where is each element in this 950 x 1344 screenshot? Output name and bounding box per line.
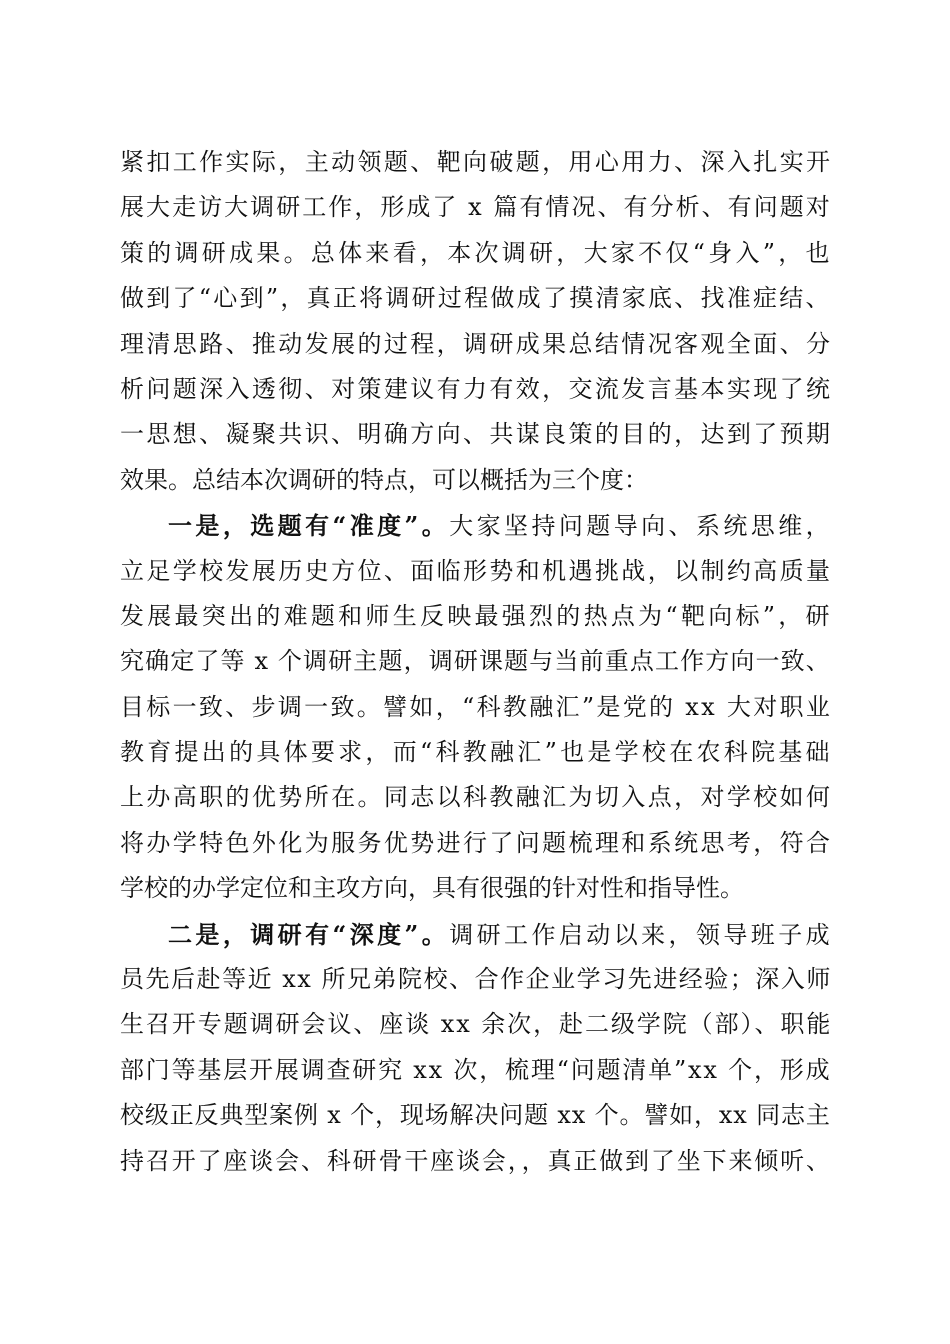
- text-line: [120, 594, 833, 639]
- text-line: [120, 1048, 830, 1093]
- line-text: [168, 503, 833, 548]
- text-line: [120, 957, 830, 1002]
- text-line: [120, 549, 833, 594]
- line-text: 策的调研成果。总体来看，本次调研，大家不仅“身入”，也: [120, 238, 833, 267]
- line-text: 员先后赴等近 xx 所兄弟院校、合作企业学习先进经验；深入师: [120, 965, 832, 994]
- text-line: [120, 367, 833, 412]
- line-text: 上办高职的优势所在。同志以科教融汇为切入点，对学校如何: [120, 783, 833, 812]
- text-line: [120, 866, 830, 911]
- line-text: 发展最突出的难题和师生反映最强烈的热点为“靶向标”，研: [120, 601, 833, 630]
- text-line: [120, 458, 830, 503]
- line-text: 学校的办学定位和主攻方向，具有很强的针对性和指导性。: [120, 874, 744, 903]
- line-text: 部门等基层开展调查研究 xx 次，梳理“问题清单”xx 个，形成: [120, 1055, 832, 1084]
- text-line: [120, 730, 833, 775]
- line-text: 紧扣工作实际，主动领题、靶向破题，用心用力、深入扎实开: [120, 148, 833, 176]
- text-line: [120, 185, 830, 230]
- paragraph-first-line: [120, 912, 834, 957]
- line-text: 立足学校发展历史方位、面临形势和机遇挑战，以制约高质量: [120, 556, 833, 585]
- paragraph-first-line: [120, 503, 834, 548]
- line-rest: 调研工作启动以来，领导班子成: [449, 920, 834, 949]
- line-text: 教育提出的具体要求，而“科教融汇”也是学校在农科院基础: [120, 738, 833, 767]
- text-line: [120, 412, 833, 457]
- line-text: [168, 912, 833, 957]
- line-text: 理清思路、推动发展的过程，调研成果总结情况客观全面、分: [120, 329, 833, 358]
- paragraph-lead: 一是，选题有“准度”。: [168, 511, 450, 541]
- paragraph-lead: 二是，调研有“深度”。: [168, 919, 450, 949]
- text-line: [120, 1139, 830, 1184]
- line-text: 持召开了座谈会、科研骨干座谈会，，真正做到了坐下来倾听、: [120, 1146, 832, 1175]
- text-line: [120, 821, 833, 866]
- line-text: 一思想、凝聚共识、明确方向、共谋良策的目的，达到了预期: [120, 420, 833, 449]
- body-text: [120, 140, 834, 1184]
- text-line: [120, 1093, 830, 1138]
- line-rest: 大家坚持问题导向、系统思维，: [449, 512, 834, 541]
- line-text: 究确定了等 x 个调研主题，调研课题与当前重点工作方向一致、: [120, 647, 831, 676]
- line-text: 将办学特色外化为服务优势进行了问题梳理和系统思考，符合: [120, 828, 833, 857]
- line-text: 效果。总结本次调研的特点，可以概括为三个度：: [120, 465, 648, 494]
- line-text: 做到了“心到”，真正将调研过程做成了摸清家底、找准症结、: [120, 284, 832, 313]
- text-line: [120, 140, 833, 185]
- text-line: [120, 322, 833, 367]
- line-text: 展大走访大调研工作，形成了 x 篇有情况、有分析、有问题对: [120, 193, 832, 222]
- text-line: [120, 231, 833, 276]
- text-line: [120, 639, 830, 684]
- line-text: 校级正反典型案例 x 个，现场解决问题 xx 个。譬如，xx 同志主: [120, 1101, 831, 1130]
- line-text: 目标一致、步调一致。譬如，“科教融汇”是党的 xx 大对职业: [120, 692, 833, 721]
- text-line: [120, 775, 833, 820]
- line-text: 生召开专题调研会议、座谈 xx 余次，赴二级学院（部）、职能: [120, 1010, 833, 1039]
- text-line: [120, 1002, 833, 1047]
- text-line: [120, 685, 833, 730]
- line-text: 析问题深入透彻、对策建议有力有效，交流发言基本实现了统: [120, 374, 833, 403]
- text-line: [120, 276, 830, 321]
